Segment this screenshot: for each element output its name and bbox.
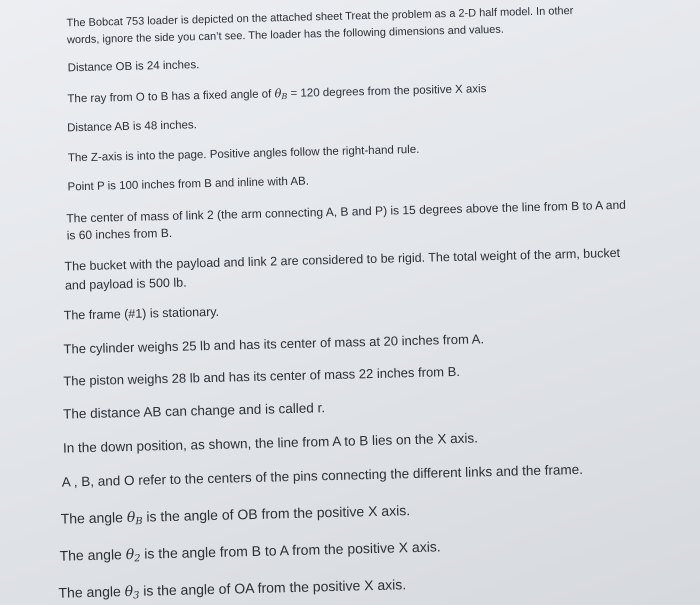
text-line: and payload is 500 lb. (64, 275, 187, 293)
theta-subscript: 2 (134, 553, 141, 565)
theta-symbol: θ (125, 546, 135, 564)
theta-symbol: θ (124, 583, 134, 601)
text-line: The Z-axis is into the page. Positive angles follow the right-hand rule. (67, 143, 420, 165)
ray-angle-line (67, 83, 486, 106)
theta-symbol: θ (274, 86, 282, 101)
text-line: In the down position, as shown, the line from A to B lies on the X axis. (62, 430, 479, 456)
text-line: The frame (#1) is stationary. (63, 304, 220, 323)
text-line: The piston weighs 28 lb and has its center of mass 22 inches from B. (63, 363, 461, 389)
angle-line-suffix: is the angle of OA from the positive X axis. (139, 576, 407, 599)
ray-line-suffix: = 120 degrees from the positive X axis (287, 83, 487, 101)
angle-line-prefix: The angle (58, 583, 125, 601)
text-line: The center of mass of link 2 (the arm connecting A, B and P) is 15 degrees above the line from B to A and (66, 197, 627, 226)
angle-theta-b-line (61, 503, 411, 529)
theta-symbol: θ (126, 509, 136, 527)
angle-line-prefix: The angle (60, 509, 128, 527)
ray-line-prefix: The ray from O to B has a fixed angle of (67, 88, 275, 106)
text-line: Distance AB is 48 inches. (67, 119, 198, 135)
text-line: The Bobcat 753 loader is depicted on the attached sheet Treat the problem as a 2-D half model. In other (66, 4, 574, 30)
text-line: The cylinder weighs 25 lb and has its center of mass at 20 inches from A. (63, 331, 485, 357)
angle-line-suffix: is the angle from B to A from the positive X axis. (140, 538, 441, 562)
angle-line-suffix: is the angle of OB from the positive X axis. (142, 502, 411, 525)
text-line: is 60 inches from B. (66, 225, 173, 243)
angle-theta-2-line (59, 539, 441, 566)
text-line: words, ignore the side you can’t see. The loader has the following dimensions and values. (66, 23, 505, 47)
text-line: The bucket with the payload and link 2 are considered to be rigid. The total weight of the arm, bucket (64, 245, 621, 274)
text-line: The distance AB can change and is called r. (62, 400, 326, 422)
theta-subscript: B (135, 516, 143, 528)
text-line: Point P is 100 inches from B and inline with AB. (67, 175, 310, 194)
theta-subscript: 3 (133, 590, 140, 602)
text-line: A , B, and O refer to the centers of the pins connecting the different links and the frame. (61, 461, 584, 490)
text-line: Distance OB is 24 inches. (67, 59, 200, 75)
theta-subscript: B (281, 92, 288, 102)
angle-line-prefix: The angle (59, 546, 126, 564)
angle-theta-3-line (58, 577, 406, 603)
